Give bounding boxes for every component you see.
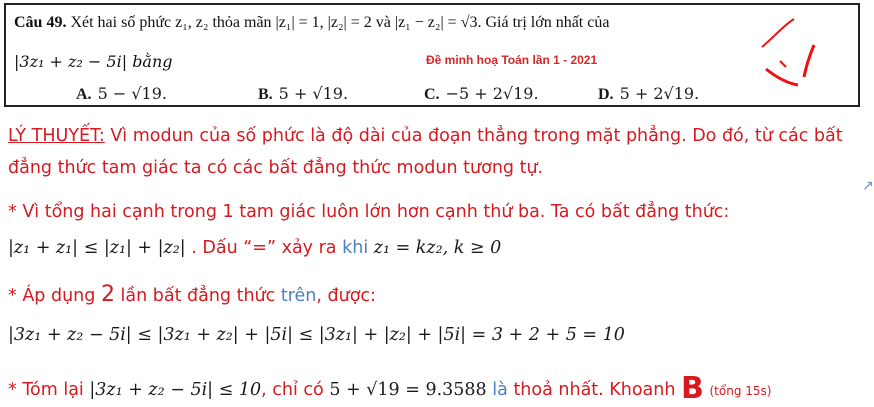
apply-middle: lần bất đẳng thức: [120, 286, 276, 306]
question-source: Đề minh hoạ Toán lần 1 - 2021: [426, 53, 598, 67]
apply-number: 2: [100, 282, 115, 307]
option-d-value: 5 + 2√19.: [619, 84, 700, 103]
summary-prefix: * Tóm lại: [8, 380, 84, 400]
chain-formula: |3z₁ + z₂ − 5i| ≤ |3z₁ + z₂| + |5i| ≤ |3z₁| + |z₂| + |5i| = 3 + 2 + 5 = 10: [8, 325, 625, 345]
chain-line: [8, 325, 625, 345]
summary-line: [8, 371, 771, 406]
option-a: [76, 84, 167, 104]
option-c-label: C.: [424, 86, 440, 103]
theory-text-1: Vì modun của số phức là độ dài của đoạn thẳng trong mặt phẳng. Do đó, từ các bất: [110, 126, 843, 146]
summary-tail: thoả nhất. Khoanh: [513, 380, 676, 400]
apply-above: trên: [280, 286, 317, 306]
handwritten-mark-icon: [754, 11, 834, 91]
summary-middle: , chỉ có: [261, 380, 324, 400]
summary-value: 5 + √19 = 9.3588: [329, 380, 487, 400]
question-text: Xét hai số phức z₁, z₂ thỏa mãn |z₁| = 1, |z₂| = 2 và |z₁ − z₂| = √3. Giá trị lớn nhất của: [70, 14, 610, 31]
apply-line: [8, 282, 376, 307]
time-note: (tổng 15s): [709, 384, 772, 398]
option-d: [598, 84, 699, 104]
option-b-value: 5 + √19.: [278, 84, 349, 103]
equality-condition: z₁ = kz₂, k ≥ 0: [373, 238, 502, 258]
question-box: [4, 3, 860, 107]
apply-suffix: , được:: [316, 286, 376, 306]
equality-when: khi: [342, 238, 369, 258]
inequality-formula: |z₁ + z₁| ≤ |z₁| + |z₂|: [8, 238, 186, 258]
summary-formula: |3z₁ + z₂ − 5i| ≤ 10: [89, 380, 262, 400]
question-number: Câu 49.: [14, 14, 67, 31]
inequality-line: [8, 238, 501, 258]
question-expression: |3z₁ + z₂ − 5i| bằng: [14, 52, 173, 71]
edge-mark-icon: ↗: [862, 178, 874, 194]
option-d-label: D.: [598, 86, 614, 103]
theory-line-2: đẳng thức tam giác ta có các bất đẳng thức modun tương tự.: [8, 158, 544, 178]
question-line-2: [14, 52, 173, 72]
equality-note: . Dấu “=” xảy ra: [191, 238, 337, 258]
summary-is: là: [492, 380, 508, 400]
option-a-value: 5 − √19.: [97, 84, 167, 103]
question-line-1: [14, 14, 609, 32]
answer-letter: B: [681, 371, 704, 406]
option-c-value: −5 + 2√19.: [445, 84, 539, 103]
option-c: [424, 84, 539, 104]
option-b: [258, 84, 348, 104]
theory-heading: LÝ THUYẾT:: [8, 126, 105, 146]
apply-prefix: * Áp dụng: [8, 286, 96, 306]
theory-line-1: [8, 126, 843, 146]
option-a-label: A.: [76, 86, 92, 103]
triangle-inequality-line: * Vì tổng hai cạnh trong 1 tam giác luôn lớn hơn cạnh thứ ba. Ta có bất đẳng thức:: [8, 202, 730, 222]
option-b-label: B.: [258, 86, 273, 103]
